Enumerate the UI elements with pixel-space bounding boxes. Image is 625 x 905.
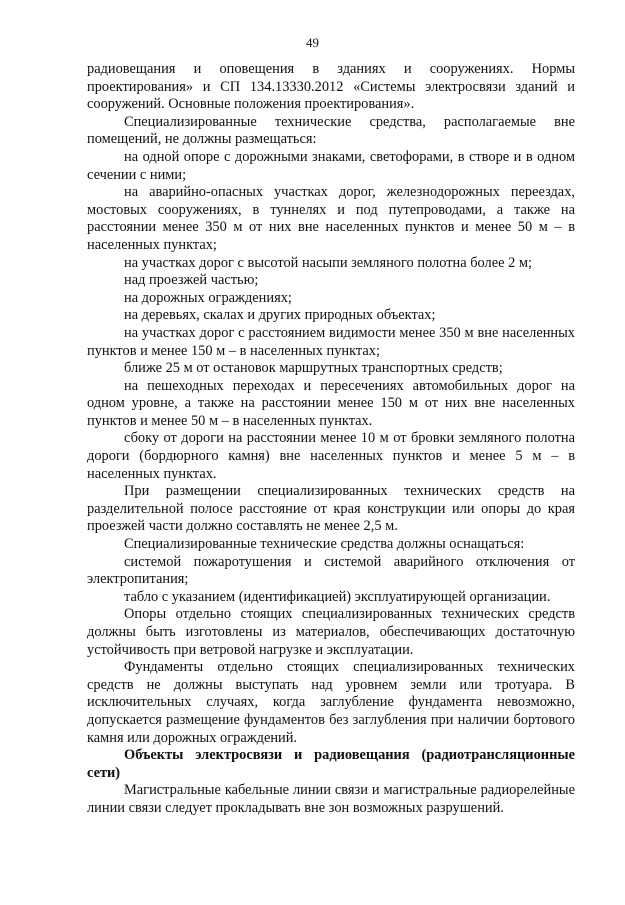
paragraph: Фундаменты отдельно стоящих специализированных технических средств не должны выступать над уровнем земли или тротуара. В исключительных случаях, когда заглубление фундамента невозможно, допускается размещение фундаментов без заглубления при наличии бортового камня или дорожных ограждений. — [87, 659, 575, 746]
paragraph: При размещении специализированных технических средств на разделительной полосе расстояние от края конструкции или опоры до края проезжей части должно составлять не менее 2,5 м. — [87, 483, 575, 535]
paragraph: Магистральные кабельные линии связи и магистральные радиорелейные линии связи следует прокладывать вне зон возможных разрушений. — [87, 782, 575, 816]
paragraph: Специализированные технические средства должны оснащаться: — [124, 536, 525, 553]
paragraph: сбоку от дороги на расстоянии менее 10 м от бровки земляного полотна дороги (бордюрного камня) вне населенных пунктов и менее 5 м – в населенных пунктах. — [87, 430, 575, 482]
paragraph: над проезжей частью; — [124, 272, 259, 289]
paragraph: ближе 25 м от остановок маршрутных транспортных средств; — [124, 360, 503, 377]
paragraph: на деревьях, скалах и других природных объектах; — [124, 307, 436, 324]
paragraph: системой пожаротушения и системой аварийного отключения от электропитания; — [87, 553, 575, 588]
paragraph: табло с указанием (идентификацией) эксплуатирующей организации. — [124, 588, 551, 605]
paragraph: на одной опоре с дорожными знаками, светофорами, в створе и в одном сечении с ними; — [87, 148, 575, 183]
paragraph: на пешеходных переходах и пересечениях автомобильных дорог на одном уровне, а также на расстоянии менее 150 м от них вне населенных пунктов и менее 50 м – в населенных пунктах. — [87, 377, 575, 429]
section-heading: Объекты электросвязи и радиовещания (радиотрансляционные сети) — [87, 747, 575, 781]
paragraph: на участках дорог с расстоянием видимости менее 350 м вне населенных пунктов и менее 150 м – в населенных пунктах; — [87, 324, 575, 359]
body-text — [87, 61, 575, 818]
paragraph: Специализированные технические средства, располагаемые вне помещений, не должны размещаться: — [87, 113, 575, 148]
paragraph: на аварийно-опасных участках дорог, железнодорожных переездах, мостовых сооружениях, в туннелях и под путепроводами, а также на расстоянии менее 350 м от них вне населенных пунктов и менее 50 м – в населенных пунктах; — [87, 184, 575, 253]
paragraph: на дорожных ограждениях; — [124, 289, 292, 306]
paragraph: радиовещания и оповещения в зданиях и сооружениях. Нормы проектирования» и СП 134.13330.2012 «Системы электросвязи зданий и сооружений. Основные положения проектирования». — [87, 61, 575, 113]
paragraph: Опоры отдельно стоящих специализированных технических средств должны быть изготовлены из материалов, обеспечивающих достаточную устойчивость при ветровой нагрузке и эксплуатации. — [87, 606, 575, 658]
paragraph: на участках дорог с высотой насыпи земляного полотна более 2 м; — [124, 254, 532, 271]
page-number: 49 — [306, 35, 319, 50]
